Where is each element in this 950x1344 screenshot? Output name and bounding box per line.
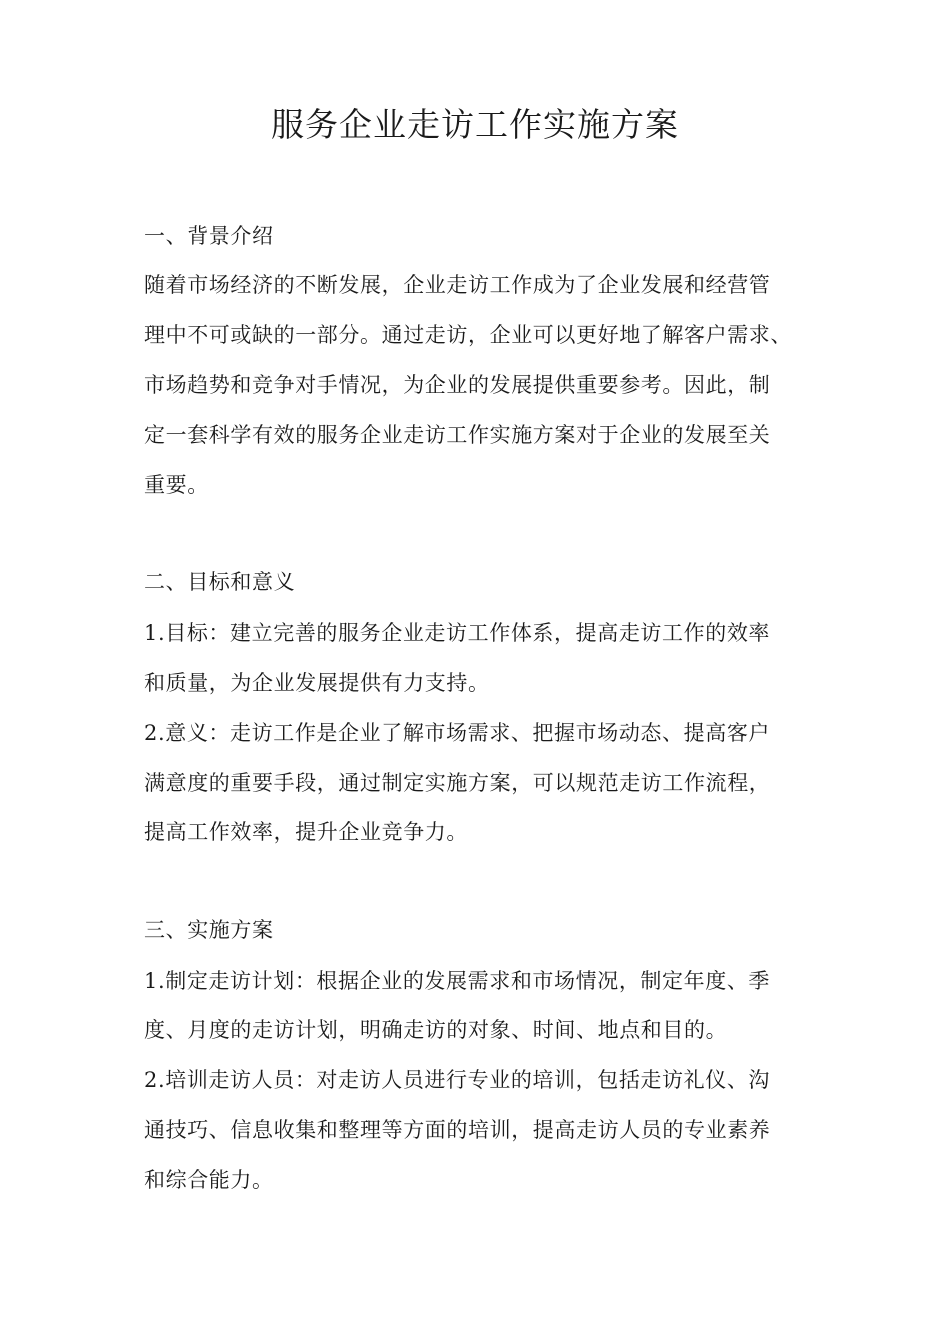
paragraph-line: 度、月度的走访计划，明确走访的对象、时间、地点和目的。 — [144, 1018, 728, 1042]
paragraph-line: 和综合能力。 — [144, 1168, 274, 1192]
paragraph-line: 通技巧、信息收集和整理等方面的培训，提高走访人员的专业素养 — [144, 1118, 771, 1142]
paragraph-line: 和质量，为企业发展提供有力支持。 — [144, 671, 490, 695]
paragraph-line: 理中不可或缺的一部分。通过走访，企业可以更好地了解客户需求、 — [144, 323, 792, 347]
paragraph-line: 满意度的重要手段，通过制定实施方案，可以规范走访工作流程， — [144, 771, 771, 795]
paragraph-line: 提高工作效率，提升企业竞争力。 — [144, 820, 468, 844]
document-title: 服务企业走访工作实施方案 — [271, 105, 679, 144]
paragraph-line: 1.制定走访计划：根据企业的发展需求和市场情况，制定年度、季 — [144, 969, 771, 993]
paragraph-line: 定一套科学有效的服务企业走访工作实施方案对于企业的发展至关 — [144, 423, 771, 447]
paragraph-line: 1.目标：建立完善的服务企业走访工作体系，提高走访工作的效率 — [144, 621, 771, 645]
paragraph-line: 2.培训走访人员：对走访人员进行专业的培训，包括走访礼仪、沟 — [144, 1068, 771, 1092]
paragraph-line: 随着市场经济的不断发展，企业走访工作成为了企业发展和经营管 — [144, 273, 771, 297]
section-heading-plan: 三、实施方案 — [144, 918, 274, 942]
section-heading-background: 一、背景介绍 — [144, 224, 274, 248]
paragraph-line: 重要。 — [144, 473, 209, 497]
paragraph-line: 2.意义：走访工作是企业了解市场需求、把握市场动态、提高客户 — [144, 721, 771, 745]
section-heading-goals: 二、目标和意义 — [144, 570, 296, 594]
paragraph-line: 市场趋势和竞争对手情况，为企业的发展提供重要参考。因此，制 — [144, 373, 771, 397]
